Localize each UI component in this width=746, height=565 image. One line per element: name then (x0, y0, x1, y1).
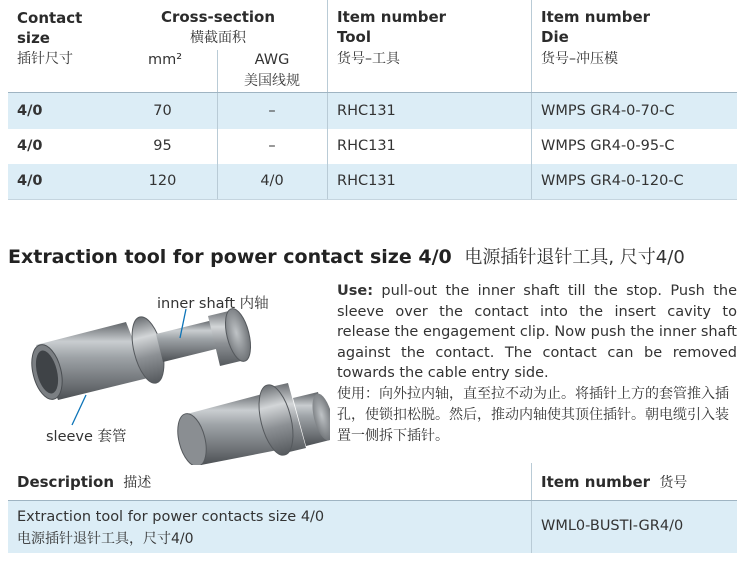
header-item-number: Item number 货号 (541, 473, 688, 491)
divider (217, 50, 218, 92)
cell-tool: RHC131 (337, 138, 396, 154)
sleeve-label: sleeve 套管 (46, 429, 127, 445)
cell-mm2: 70 (153, 103, 172, 119)
divider (531, 501, 532, 553)
section-title: Extraction tool for power contact size 4/0 (8, 246, 452, 268)
cell-awg: – (268, 103, 276, 119)
header-awg-cn: 美国线规 (244, 73, 300, 89)
use-paragraph (337, 281, 737, 384)
use-label: Use: (337, 283, 374, 299)
header-rule (8, 92, 737, 93)
bottom-rule (8, 199, 737, 200)
header-contact-size: Contact size (17, 9, 83, 47)
usage-instructions (337, 281, 737, 447)
cell-item-number: WML0-BUSTI-GR4/0 (541, 518, 684, 534)
cell-size: 4/0 (17, 103, 43, 119)
header-cross-section: Cross-section (160, 8, 276, 26)
divider (217, 93, 218, 199)
header-contact-size-cn: 插针尺寸 (17, 51, 73, 67)
divider (327, 93, 328, 199)
header-cross-section-cn: 横截面积 (190, 30, 246, 46)
cell-size: 4/0 (17, 138, 43, 154)
divider (327, 0, 328, 92)
cell-awg: – (268, 138, 276, 154)
section-heading (8, 243, 685, 269)
cell-mm2: 120 (148, 173, 177, 189)
use-text: pull-out the inner shaft till the stop. Push the sleeve over the contact into the insert cavity to release the engagement clip. Now push the inner shaft against the contact. The contact can be removed towards the cable entry side. (337, 283, 737, 381)
cell-awg: 4/0 (260, 173, 284, 189)
cell-mm2: 95 (153, 138, 172, 154)
cell-description-cn: 电源插针退针工具，尺寸4/0 (17, 531, 194, 547)
cell-die: WMPS GR4-0-95-C (541, 138, 675, 154)
cell-tool: RHC131 (337, 103, 396, 119)
divider (531, 93, 532, 199)
header-item-die: Item number Die (541, 8, 651, 46)
cell-description: Extraction tool for power contacts size 4/0 (17, 509, 325, 525)
cell-size: 4/0 (17, 173, 43, 189)
cell-tool: RHC131 (337, 173, 396, 189)
header-item-die-cn: 货号–冲压模 (541, 51, 618, 67)
cell-die: WMPS GR4-0-120-C (541, 173, 684, 189)
divider (531, 0, 532, 92)
header-item-tool-cn: 货号–工具 (337, 51, 400, 67)
header-item-tool: Item number Tool (337, 8, 447, 46)
use-text-cn: 使用：向外拉内轴，直至拉不动为止。将插针上方的套管推入插孔，使锁扣松脱。然后，推动内轴使其顶住插针。朝电缆引入装置一侧拆下插针。 (337, 385, 729, 444)
inner-shaft-label: inner shaft 内轴 (157, 296, 269, 312)
header-description: Description 描述 (17, 473, 152, 491)
header-mm2: mm² (147, 52, 183, 68)
cell-die: WMPS GR4-0-70-C (541, 103, 675, 119)
header-awg: AWG (254, 52, 290, 68)
section-title-cn: 电源插针退针工具, 尺寸4/0 (464, 247, 685, 268)
